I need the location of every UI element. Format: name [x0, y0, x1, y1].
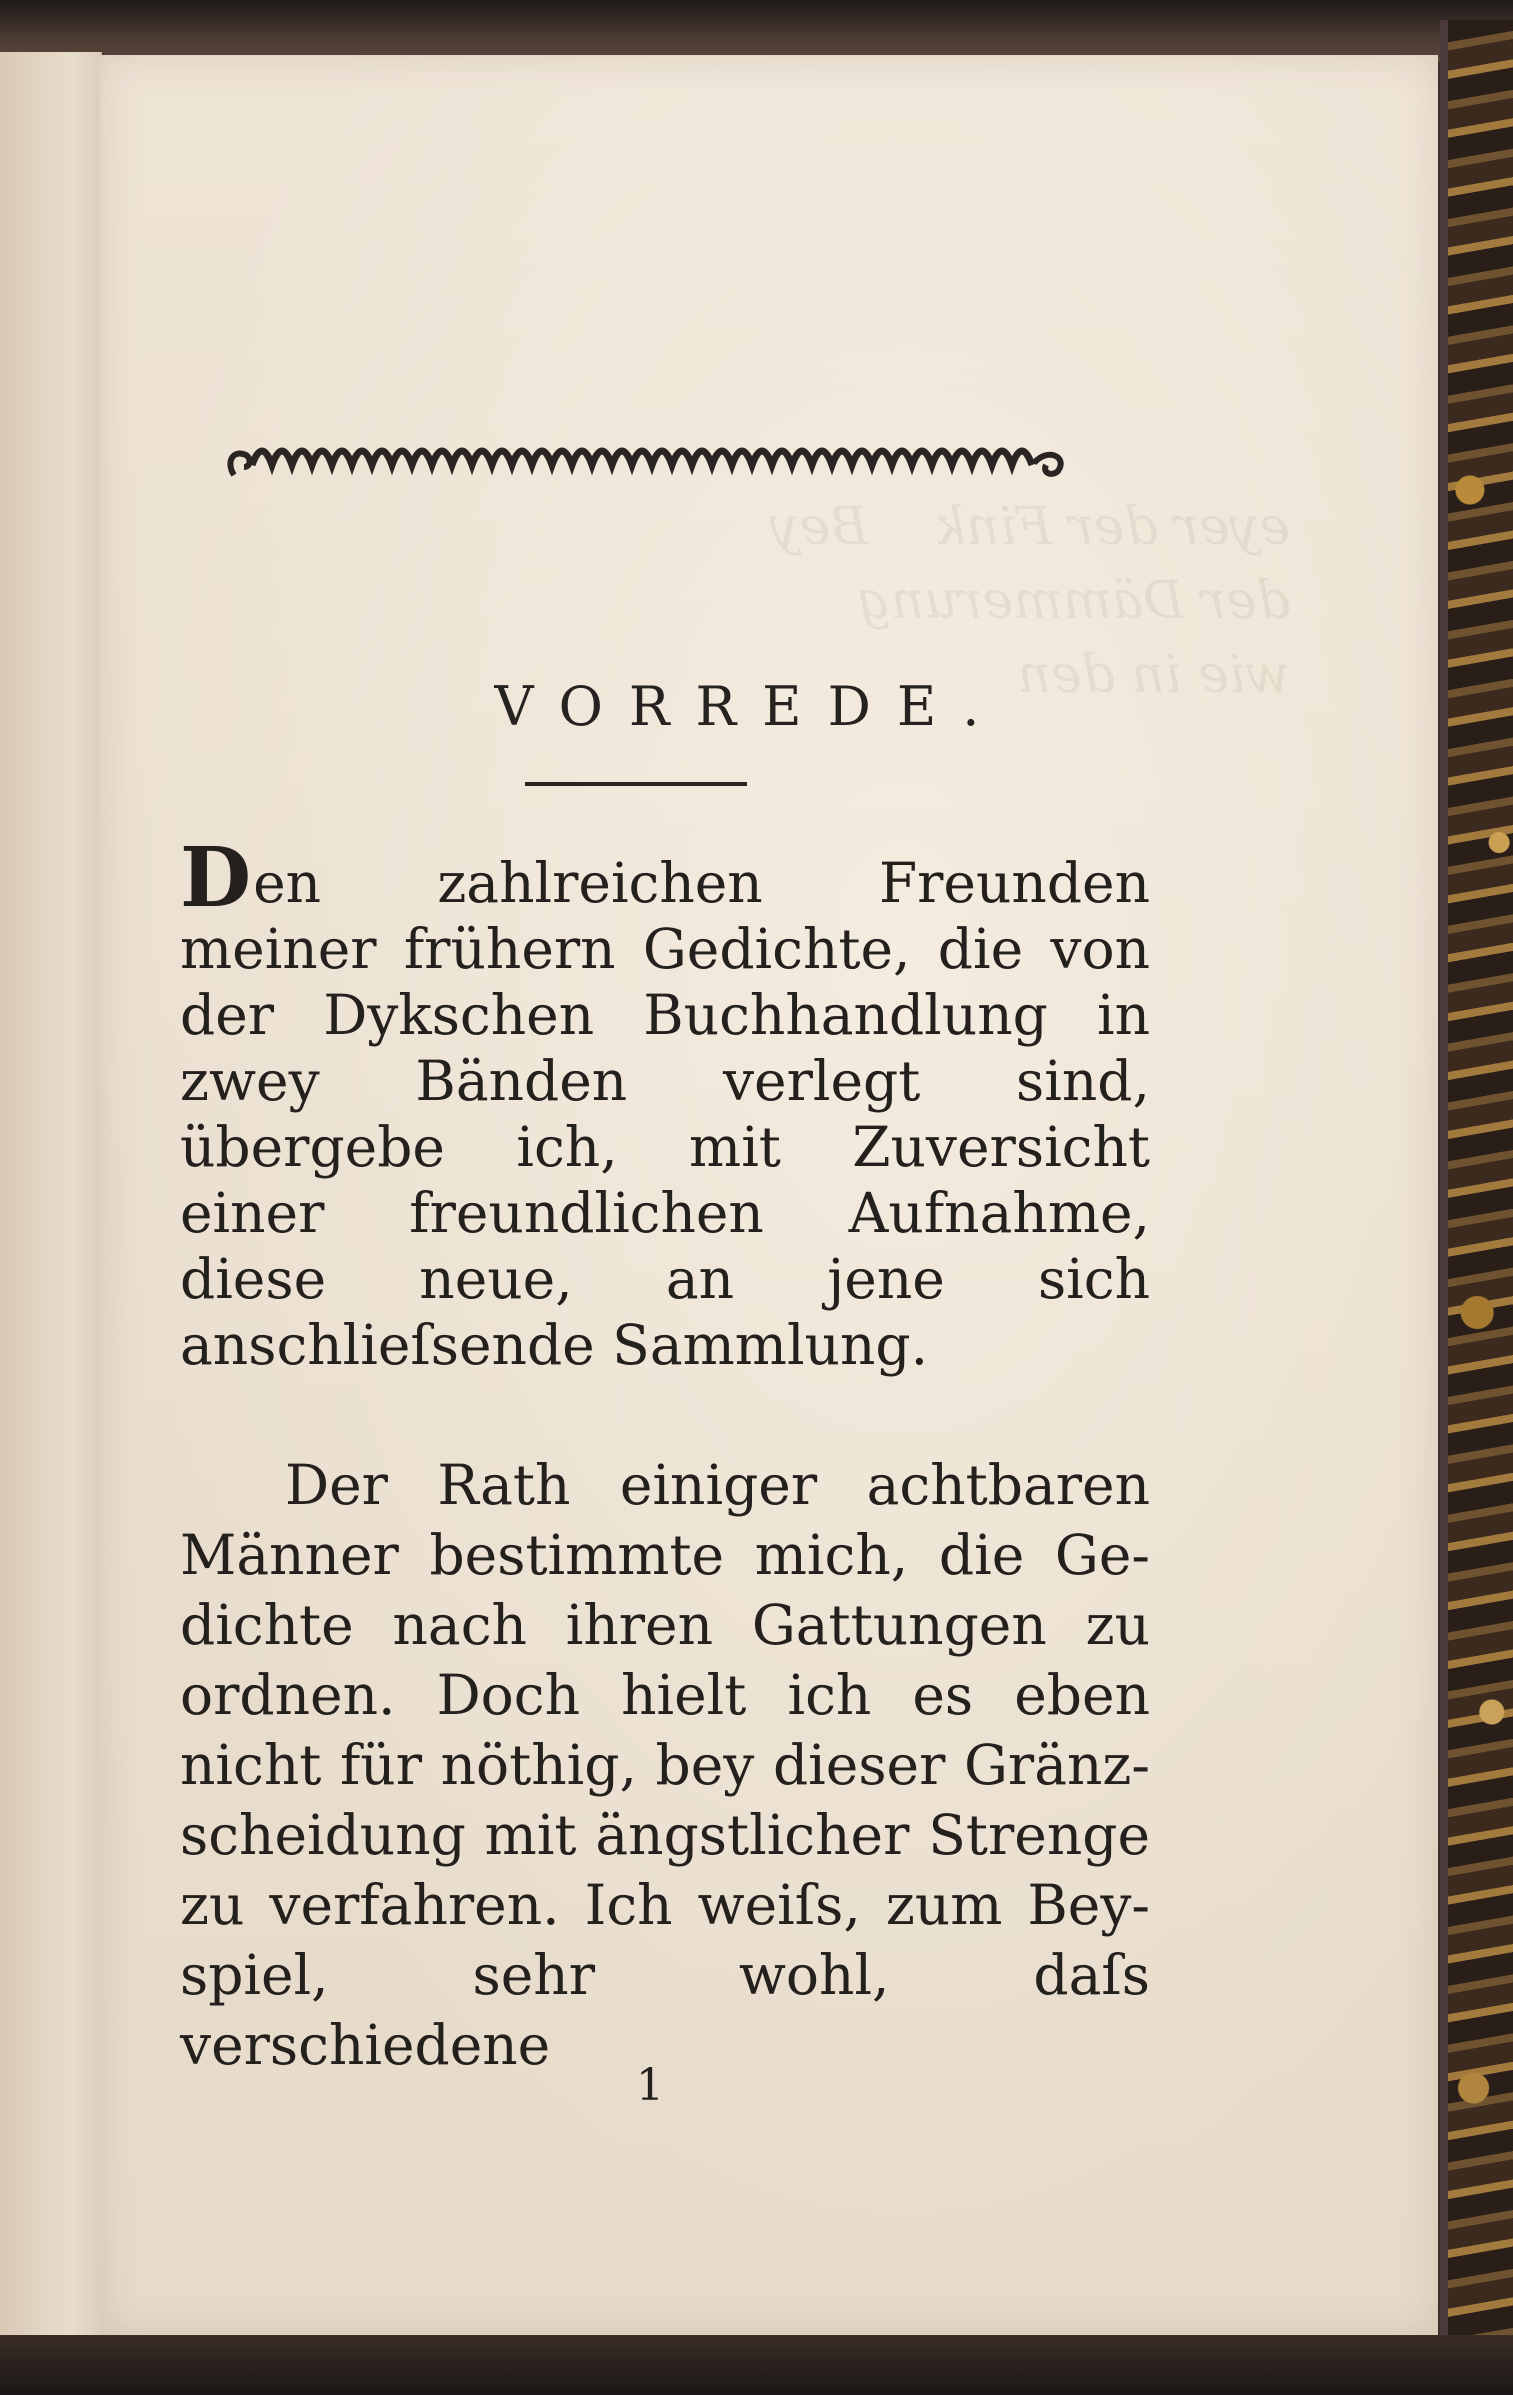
book-binding-top — [0, 0, 1513, 62]
paragraph-2: Der Rath einiger achtbaren Männer bestimmte mich, die Gedichte nach ihren Gattungen zu ordnen. Doch hielt ich es eben nicht für nöthig, bey dieser Gränzscheidung mit ängstlicher Strenge zu verfahren. Ich weiſs, zum Beyspiel, sehr wohl, daſs verschiedene — [180, 1453, 1150, 2077]
paragraph-1 — [180, 830, 1150, 1378]
book-page — [100, 55, 1438, 2335]
book-binding-bottom — [0, 2335, 1513, 2395]
page-number: 1 — [636, 2060, 664, 2111]
page-heading: VORREDE. — [494, 675, 1006, 738]
show-through-text: eyer der Fink Bey der Dämmerung wie in den — [770, 497, 1290, 705]
drop-cap: D — [180, 830, 252, 926]
heading-rule — [525, 782, 747, 786]
paragraph-1-text: en zahlreichen Freunden meiner frühern Gedichte, die von der Dykschen Buchhandlung in zwey Bänden verlegt sind, übergebe ich, mit Zuversicht einer freundlichen Aufnahme, diese neue, an jene sich anschlieſsende Sammlung. — [180, 851, 1150, 1377]
body-text — [180, 830, 1150, 2080]
facing-page-edge — [0, 52, 102, 2342]
marbled-cover-edge — [1440, 20, 1513, 2370]
